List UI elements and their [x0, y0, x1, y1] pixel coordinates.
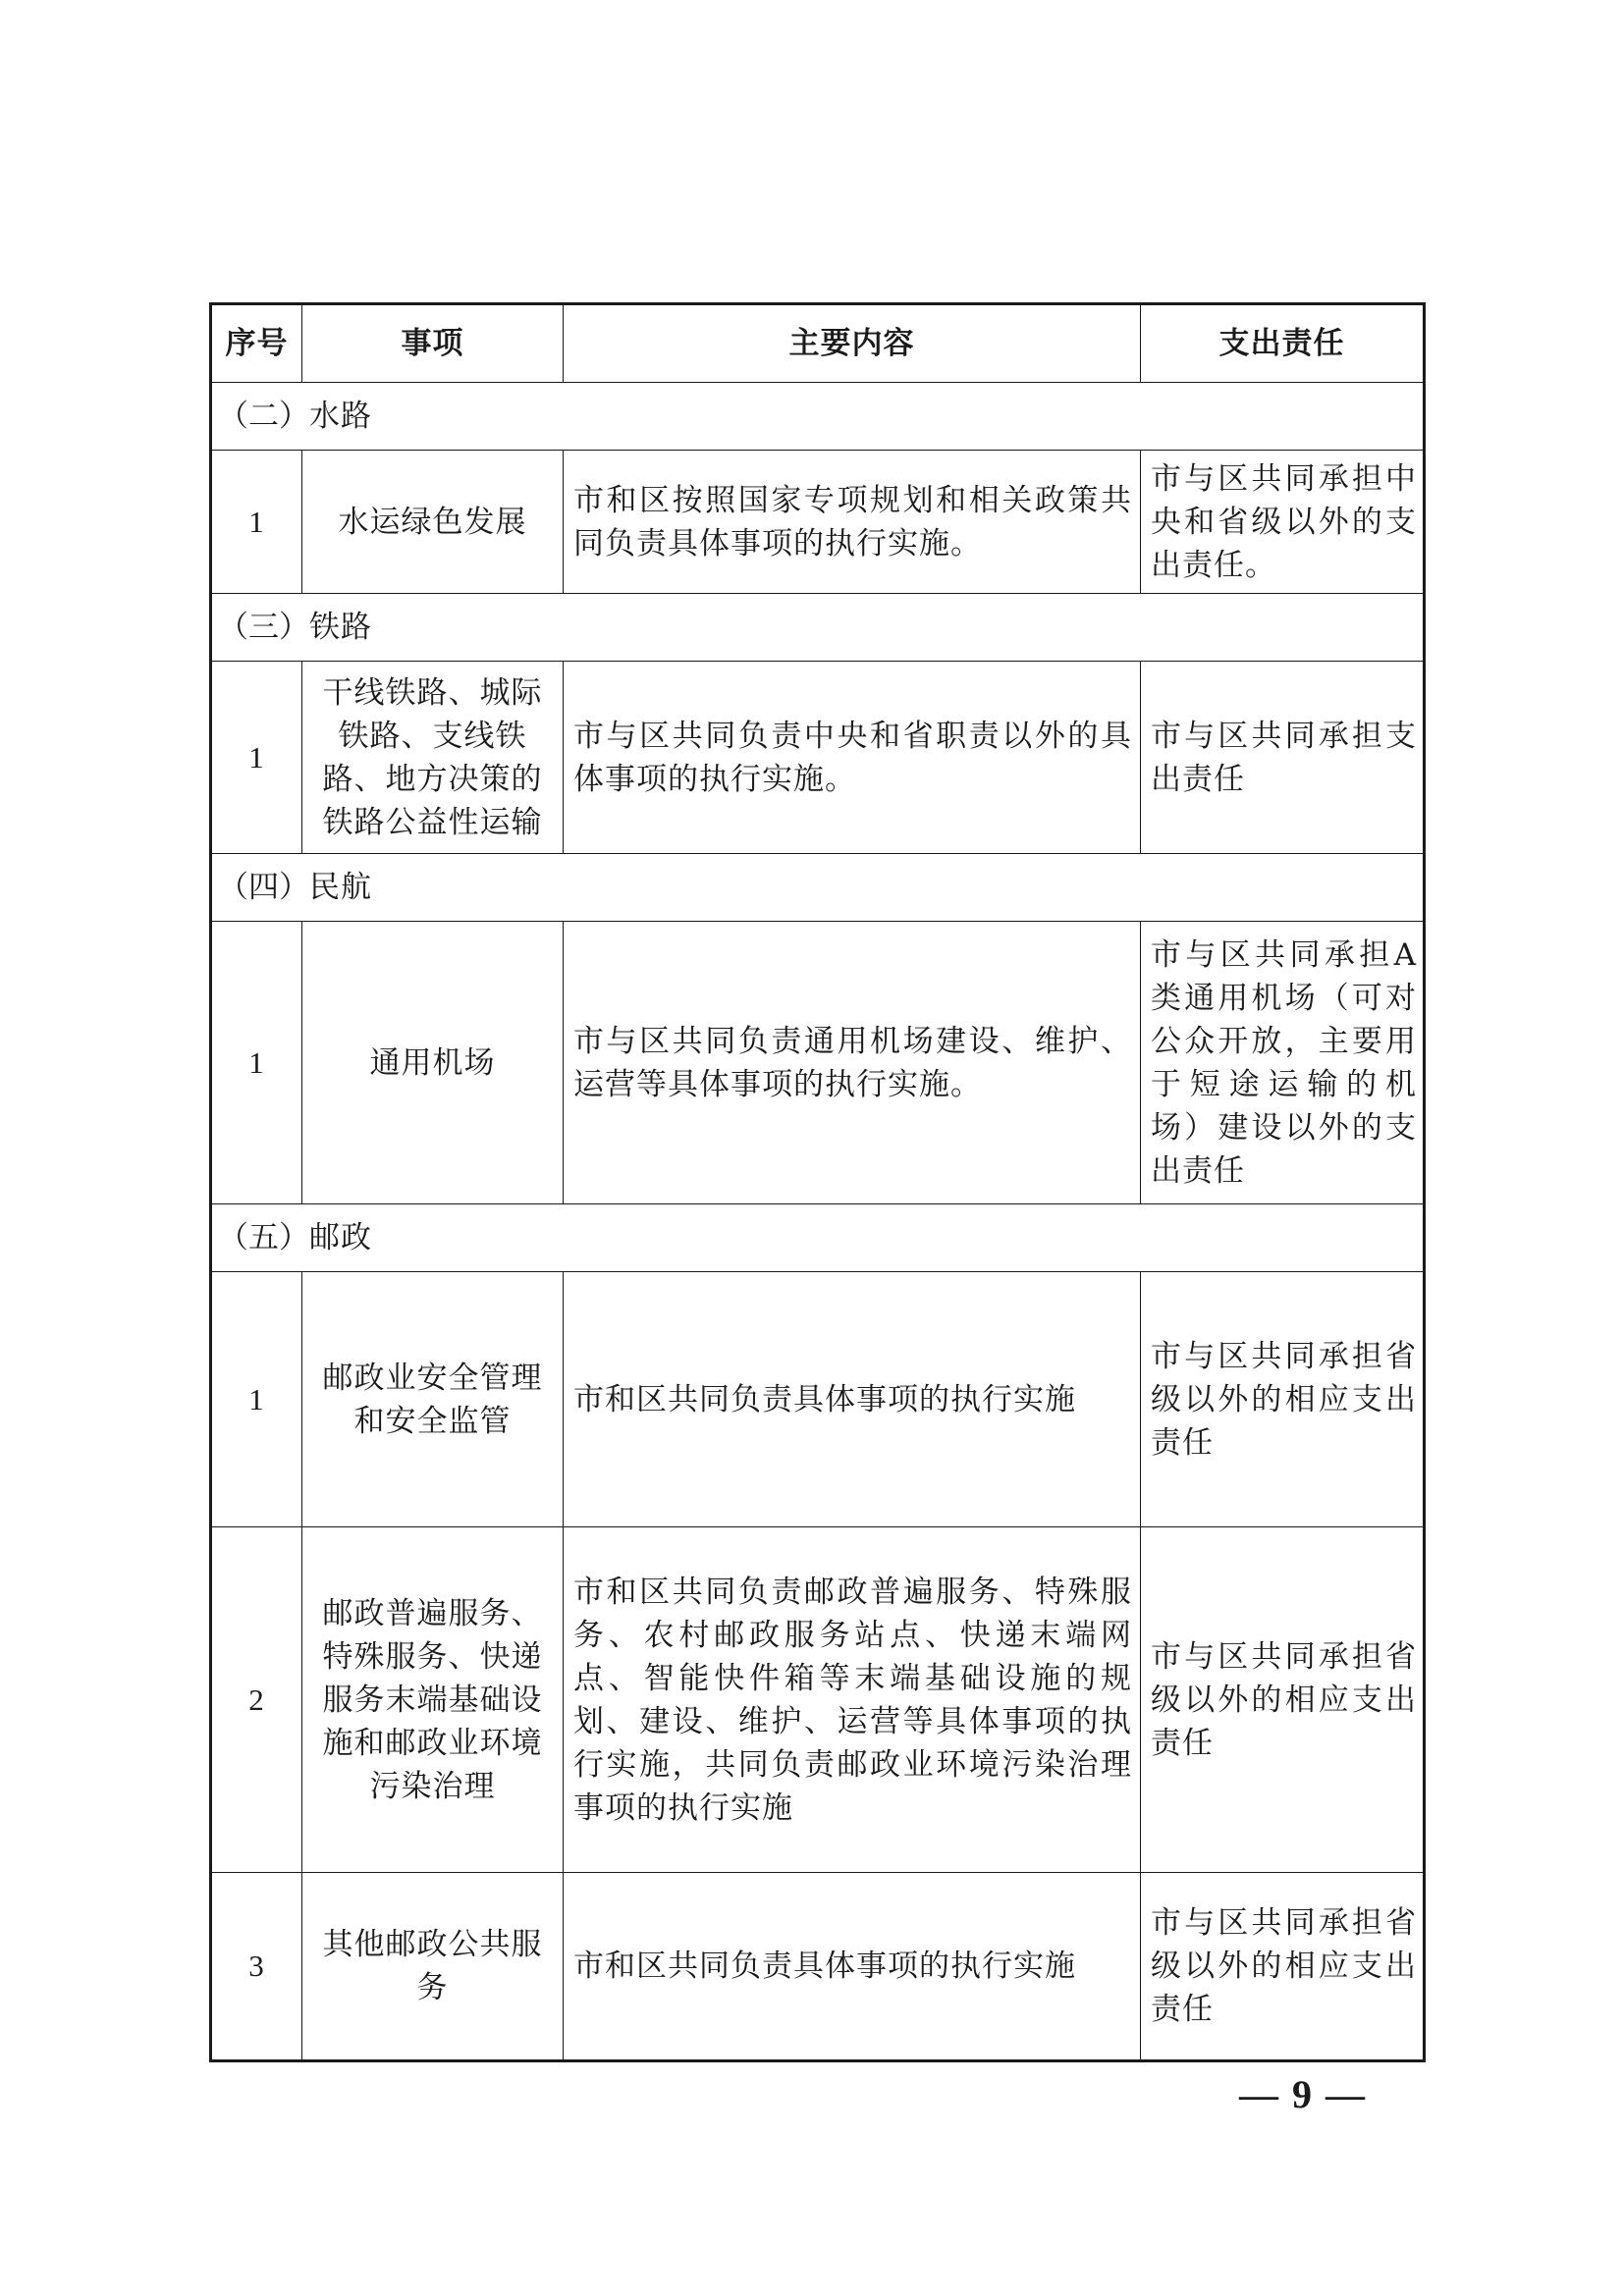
row-content: 市和区共同负责具体事项的执行实施 — [564, 1272, 1141, 1527]
row-content: 市和区按照国家专项规划和相关政策共同负责具体事项的执行实施。 — [564, 451, 1141, 594]
section-heading — [211, 854, 1425, 922]
section-title: 铁路 — [309, 610, 372, 645]
section-row — [211, 854, 1425, 922]
row-content: 市与区共同负责中央和省职责以外的具体事项的执行实施。 — [564, 662, 1141, 854]
section-row — [211, 1204, 1425, 1272]
table-row — [211, 1527, 1425, 1873]
row-responsibility: 市与区共同承担支出责任 — [1141, 662, 1425, 854]
row-seq: 2 — [211, 1527, 302, 1873]
responsibility-table — [209, 302, 1426, 2062]
section-heading — [211, 383, 1425, 451]
row-item: 邮政业安全管理和安全监管 — [302, 1272, 564, 1527]
header-responsibility: 支出责任 — [1141, 304, 1425, 383]
row-responsibility: 市与区共同承担省级以外的相应支出责任 — [1141, 1527, 1425, 1873]
table-row — [211, 1272, 1425, 1527]
row-content: 市与区共同负责通用机场建设、维护、运营等具体事项的执行实施。 — [564, 922, 1141, 1204]
section-row — [211, 383, 1425, 451]
header-seq: 序号 — [211, 304, 302, 383]
row-seq: 1 — [211, 1272, 302, 1527]
section-heading — [211, 1204, 1425, 1272]
row-seq: 1 — [211, 662, 302, 854]
section-number: （四） — [218, 870, 309, 905]
section-number: （二） — [218, 399, 309, 434]
section-row — [211, 594, 1425, 662]
row-seq: 3 — [211, 1873, 302, 2061]
row-content: 市和区共同负责具体事项的执行实施 — [564, 1873, 1141, 2061]
section-number: （三） — [218, 610, 309, 645]
table-row — [211, 922, 1425, 1204]
row-item: 邮政普遍服务、特殊服务、快递服务末端基础设施和邮政业环境污染治理 — [302, 1527, 564, 1873]
row-seq: 1 — [211, 922, 302, 1204]
row-responsibility: 市与区共同承担省级以外的相应支出责任 — [1141, 1272, 1425, 1527]
row-item: 其他邮政公共服务 — [302, 1873, 564, 2061]
table-header-row — [211, 304, 1425, 383]
row-item: 干线铁路、城际铁路、支线铁路、地方决策的铁路公益性运输 — [302, 662, 564, 854]
table-row — [211, 1873, 1425, 2061]
row-item: 水运绿色发展 — [302, 451, 564, 594]
row-content: 市和区共同负责邮政普遍服务、特殊服务、农村邮政服务站点、快递末端网点、智能快件箱等末端基础设施的规划、建设、维护、运营等具体事项的执行实施，共同负责邮政业环境污染治理事项的执行实施 — [564, 1527, 1141, 1873]
section-title: 邮政 — [309, 1220, 372, 1255]
header-content: 主要内容 — [564, 304, 1141, 383]
section-title: 水路 — [309, 399, 372, 434]
row-seq: 1 — [211, 451, 302, 594]
section-number: （五） — [218, 1220, 309, 1255]
table-row — [211, 451, 1425, 594]
row-responsibility: 市与区共同承担中央和省级以外的支出责任。 — [1141, 451, 1425, 594]
table-row — [211, 662, 1425, 854]
row-responsibility: 市与区共同承担省级以外的相应支出责任 — [1141, 1873, 1425, 2061]
section-heading — [211, 594, 1425, 662]
row-item: 通用机场 — [302, 922, 564, 1204]
row-responsibility: 市与区共同承担A类通用机场（可对公众开放，主要用于短途运输的机场）建设以外的支出责任 — [1141, 922, 1425, 1204]
header-item: 事项 — [302, 304, 564, 383]
section-title: 民航 — [309, 870, 372, 905]
page-number: — 9 — — [1239, 2072, 1367, 2116]
